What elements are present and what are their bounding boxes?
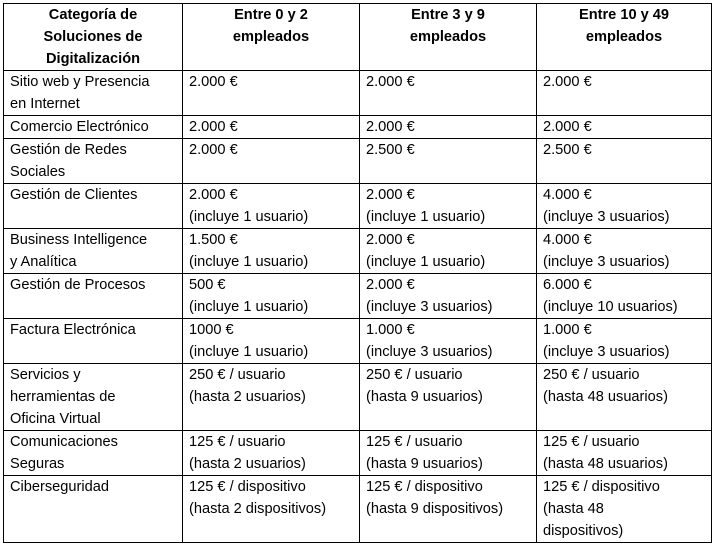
header-text-line: Categoría de xyxy=(48,7,138,23)
category-text-line: Factura Electrónica xyxy=(10,322,136,338)
category-cell xyxy=(4,274,183,319)
price-cell xyxy=(537,139,712,184)
price-cell xyxy=(360,116,537,139)
price-cell xyxy=(360,319,537,364)
price-cell xyxy=(360,139,537,184)
table-row xyxy=(4,476,712,543)
price-amount: 125 € / dispositivo xyxy=(543,479,660,495)
price-cell xyxy=(183,364,360,431)
price-amount: 500 € xyxy=(189,277,226,293)
price-note: dispositivos) xyxy=(543,523,624,539)
price-note: (incluye 1 usuario) xyxy=(366,209,486,225)
price-amount: 1.000 € xyxy=(543,322,592,338)
price-cell xyxy=(360,229,537,274)
table-row xyxy=(4,71,712,116)
price-cell xyxy=(183,184,360,229)
table-row xyxy=(4,431,712,476)
category-text-line: Sociales xyxy=(10,164,66,180)
table-row xyxy=(4,139,712,184)
price-cell xyxy=(360,274,537,319)
price-amount: 250 € / usuario xyxy=(366,367,463,383)
price-amount: 1.500 € xyxy=(189,232,238,248)
price-cell xyxy=(183,476,360,543)
category-text-line: y Analítica xyxy=(10,254,77,270)
header-text-line: Entre 3 y 9 xyxy=(411,7,485,23)
price-note: (incluye 3 usuarios) xyxy=(543,254,670,270)
price-cell xyxy=(537,229,712,274)
price-cell xyxy=(360,476,537,543)
price-cell xyxy=(537,431,712,476)
price-amount: 2.000 € xyxy=(189,142,238,158)
header-category xyxy=(4,4,183,71)
table-header xyxy=(4,4,712,71)
price-note: (incluye 3 usuarios) xyxy=(366,299,493,315)
price-note: (incluye 3 usuarios) xyxy=(366,344,493,360)
price-note: (incluye 1 usuario) xyxy=(189,209,309,225)
header-row xyxy=(4,4,712,71)
table-row xyxy=(4,364,712,431)
price-cell xyxy=(183,229,360,274)
header-text-line: Entre 0 y 2 xyxy=(234,7,308,23)
category-text-line: Gestión de Procesos xyxy=(10,277,146,293)
table-row xyxy=(4,274,712,319)
category-text-line: herramientas de xyxy=(10,389,116,405)
price-amount: 2.500 € xyxy=(543,142,592,158)
price-amount: 1.000 € xyxy=(366,322,415,338)
header-text-line: Digitalización xyxy=(45,51,141,67)
price-amount: 2.000 € xyxy=(189,74,238,90)
pricing-table xyxy=(3,3,712,543)
price-amount: 2.000 € xyxy=(543,74,592,90)
category-cell xyxy=(4,184,183,229)
price-note: (hasta 9 usuarios) xyxy=(366,389,483,405)
price-amount: 125 € / dispositivo xyxy=(366,479,483,495)
price-note: (incluye 10 usuarios) xyxy=(543,299,678,315)
price-cell xyxy=(183,431,360,476)
category-text-line: Ciberseguridad xyxy=(10,479,109,495)
price-amount: 6.000 € xyxy=(543,277,592,293)
category-text-line: Servicios y xyxy=(10,367,81,383)
price-amount: 250 € / usuario xyxy=(543,367,640,383)
price-cell xyxy=(183,116,360,139)
price-amount: 2.000 € xyxy=(366,277,415,293)
price-amount: 2.000 € xyxy=(189,187,238,203)
category-cell xyxy=(4,139,183,184)
category-text-line: Seguras xyxy=(10,456,65,472)
price-amount: 125 € / usuario xyxy=(366,434,463,450)
price-amount: 125 € / dispositivo xyxy=(189,479,306,495)
header-text-line: empleados xyxy=(232,29,310,45)
price-note: (incluye 1 usuario) xyxy=(366,254,486,270)
header-text-line: Soluciones de xyxy=(43,29,143,45)
table-row xyxy=(4,229,712,274)
category-cell xyxy=(4,71,183,116)
price-amount: 125 € / usuario xyxy=(189,434,286,450)
category-text-line: en Internet xyxy=(10,96,80,112)
price-note: (hasta 2 usuarios) xyxy=(189,389,306,405)
category-text-line: Business Intelligence xyxy=(10,232,148,248)
category-text-line: Comunicaciones xyxy=(10,434,118,450)
category-text-line: Sitio web y Presencia xyxy=(10,74,150,90)
header-0-2-employees xyxy=(183,4,360,71)
price-amount: 4.000 € xyxy=(543,232,592,248)
price-note: (hasta 9 usuarios) xyxy=(366,456,483,472)
price-note: (hasta 9 dispositivos) xyxy=(366,501,504,517)
price-amount: 1000 € xyxy=(189,322,234,338)
document-page xyxy=(3,3,712,543)
category-text-line: Gestión de Clientes xyxy=(10,187,138,203)
price-cell xyxy=(360,364,537,431)
price-cell xyxy=(360,431,537,476)
price-amount: 2.000 € xyxy=(543,119,592,135)
price-note: (hasta 2 dispositivos) xyxy=(189,501,327,517)
price-amount: 2.000 € xyxy=(366,74,415,90)
price-cell xyxy=(183,71,360,116)
price-amount: 2.000 € xyxy=(366,232,415,248)
category-cell xyxy=(4,431,183,476)
price-cell xyxy=(537,319,712,364)
price-cell xyxy=(360,71,537,116)
category-cell xyxy=(4,364,183,431)
price-note: (incluye 3 usuarios) xyxy=(543,344,670,360)
price-cell xyxy=(183,274,360,319)
price-amount: 2.000 € xyxy=(366,187,415,203)
table-body xyxy=(4,71,712,543)
price-note: (hasta 2 usuarios) xyxy=(189,456,306,472)
price-cell xyxy=(537,364,712,431)
header-text-line: empleados xyxy=(585,29,663,45)
price-note: (hasta 48 usuarios) xyxy=(543,456,668,472)
table-row xyxy=(4,116,712,139)
header-10-49-employees xyxy=(537,4,712,71)
price-amount: 2.000 € xyxy=(189,119,238,135)
price-note: (incluye 1 usuario) xyxy=(189,299,309,315)
price-amount: 4.000 € xyxy=(543,187,592,203)
price-cell xyxy=(183,139,360,184)
price-cell xyxy=(537,274,712,319)
price-note: (incluye 3 usuarios) xyxy=(543,209,670,225)
price-cell xyxy=(537,476,712,543)
category-text-line: Gestión de Redes xyxy=(10,142,127,158)
price-note: (incluye 1 usuario) xyxy=(189,344,309,360)
price-cell xyxy=(537,184,712,229)
header-text-line: Entre 10 y 49 xyxy=(578,7,670,23)
price-note: (incluye 1 usuario) xyxy=(189,254,309,270)
price-cell xyxy=(537,116,712,139)
price-note: (hasta 48 xyxy=(543,501,604,517)
header-text-line: empleados xyxy=(409,29,487,45)
category-text-line: Oficina Virtual xyxy=(10,411,101,427)
category-cell xyxy=(4,116,183,139)
category-cell xyxy=(4,319,183,364)
price-amount: 125 € / usuario xyxy=(543,434,640,450)
category-text-line: Comercio Electrónico xyxy=(10,119,149,135)
price-cell xyxy=(360,184,537,229)
table-row xyxy=(4,319,712,364)
table-row xyxy=(4,184,712,229)
price-amount: 250 € / usuario xyxy=(189,367,286,383)
price-amount: 2.000 € xyxy=(366,119,415,135)
header-3-9-employees xyxy=(360,4,537,71)
price-cell xyxy=(537,71,712,116)
price-amount: 2.500 € xyxy=(366,142,415,158)
price-cell xyxy=(183,319,360,364)
price-note: (hasta 48 usuarios) xyxy=(543,389,668,405)
category-cell xyxy=(4,476,183,543)
category-cell xyxy=(4,229,183,274)
